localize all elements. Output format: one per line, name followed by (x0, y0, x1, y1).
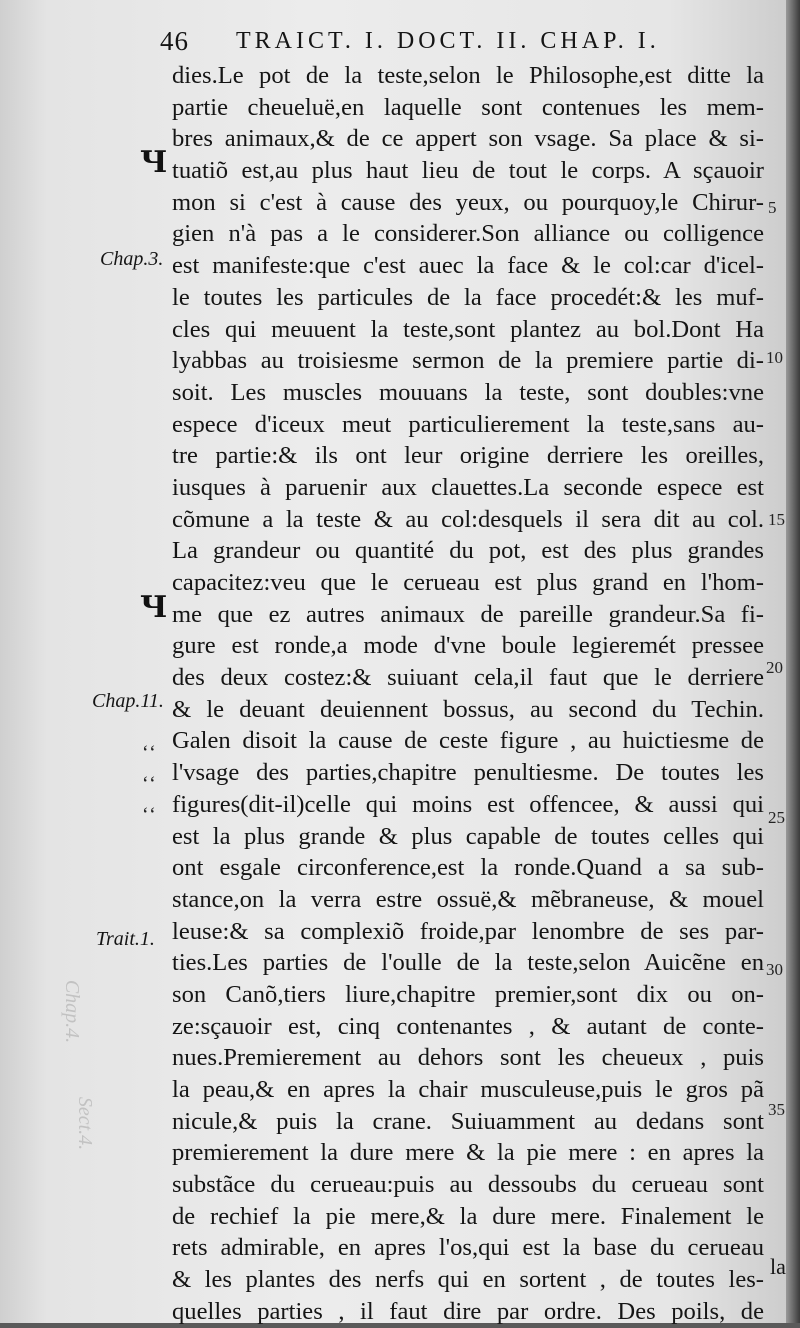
text-line: lyabbas au troisiesme sermon de la premiere partie di- (172, 347, 764, 375)
paragraph-mark-icon: Ч (140, 590, 168, 625)
text-line: soit. Les muscles mouuans la teste, sont doubles:vne (172, 378, 764, 406)
text-line: le toutes les particules de la face procedét:& les muf- (172, 283, 764, 311)
line-number: 30 (766, 960, 783, 979)
text-line: rets admirable, en apres l'os,qui est la base du cerueau (172, 1234, 764, 1262)
text-line: tre partie:& ils ont leur origine derriere les oreilles, (172, 442, 764, 470)
text-line: gien n'à pas a le considerer.Son alliance ou colligence (172, 220, 764, 248)
text-line: capacitez:veu que le cerueau est plus grand en l'hom- (172, 569, 764, 596)
page-header (160, 26, 760, 62)
text-line: nues.Premierement au dehors sont les cheueux , puis (172, 1044, 764, 1072)
text-line: tuatiõ est,au plus haut lieu de tout le corps. A sçauoir (172, 157, 764, 185)
line-number: 15 (768, 510, 785, 529)
text-line: est la plus grande & plus capable de toutes celles qui (172, 822, 764, 850)
text-line: leuse:& sa complexiõ froide,par lenombre de ses par- (172, 917, 764, 945)
book-gutter (786, 0, 800, 1323)
line-number: 25 (768, 808, 785, 827)
text-line: premierement la dure mere & la pie mere : en apres la (172, 1139, 764, 1167)
text-line: gure est ronde,a mode d'vne boule legieremét pressee (172, 632, 764, 660)
margin-note-trait1: Trait.1. (96, 928, 155, 950)
text-line: ties.Les parties de l'oulle de la teste,selon Auicẽne en (172, 949, 764, 977)
bleed-through-text: Sect.4. (74, 1096, 97, 1151)
text-line: ont esgale circonference,est la ronde.Quand a sa sub- (172, 854, 764, 882)
text-line: nicule,& puis la crane. Suiuamment au dedans sont (172, 1107, 764, 1135)
text-line: substãce du cerueau:puis au dessoubs du cerueau sont (172, 1171, 764, 1199)
text-line: est manifeste:que c'est auec la face & le col:car d'icel- (172, 252, 764, 280)
body-text (172, 60, 764, 1328)
text-line: figures(dit-il)celle qui moins est offencee, & aussi qui (172, 790, 764, 818)
quote-mark: ‘‘ (142, 742, 158, 764)
text-line: cõmune a la teste & au col:desquels il sera dit au col. (172, 505, 764, 533)
text-line: bres animaux,& de ce appert son vsage. Sa place & si- (172, 125, 764, 153)
text-line: espece d'iceux meut particulierement la teste,sans au- (172, 410, 764, 438)
text-line: iusques à paruenir aux clauettes.La seconde espece est (172, 473, 764, 501)
text-line: mon si c'est à cause des yeux, ou pourquoy,le Chirur- (172, 188, 764, 216)
line-number: 5 (768, 198, 777, 217)
text-line: partie cheueluë,en laquelle sont contenues les mem- (172, 93, 764, 121)
margin-note-chap3: Chap.3. (100, 248, 164, 270)
line-number: 35 (768, 1100, 785, 1119)
margin-note-chap11: Chap.11. (92, 690, 164, 712)
text-line: cles qui meuuent la teste,sont plantez au bol.Dont Ha (172, 315, 764, 343)
text-line: stance,on la verra estre ossuë,& mẽbraneuse, & mouel (172, 885, 764, 913)
text-line: son Canõ,tiers liure,chapitre premier,sont dix ou on- (172, 980, 764, 1008)
text-line: La grandeur ou quantité du pot, est des plus grandes (172, 537, 764, 565)
line-number: 20 (766, 658, 783, 677)
text-line: & le deuant deuiennent bossus, au second du Techin. (172, 695, 764, 723)
text-line: de rechief la pie mere,& la dure mere. Finalement le (172, 1202, 764, 1230)
running-title: TRAICT. I. DOCT. II. CHAP. I. (236, 28, 660, 54)
catchword: la (770, 1254, 786, 1279)
text-line: me que ez autres animaux de pareille grandeur.Sa fi- (172, 600, 764, 628)
text-line: des deux costez:& suiuant cela,il faut que le derriere (172, 664, 764, 692)
bleed-through-text: Chap.4. (61, 979, 84, 1044)
quote-mark: ‘‘ (142, 804, 158, 826)
text-line: Galen disoit la cause de ceste figure , au huictiesme de (172, 727, 764, 755)
paragraph-mark-icon: Ч (140, 145, 168, 180)
text-line: ze:sçauoir est, cinq contenantes , & autant de conte- (172, 1012, 764, 1040)
text-line: quelles parties , il faut dire par ordre. Des poils, de (172, 1297, 764, 1325)
text-line: l'vsage des parties,chapitre penultiesme. De toutes les (172, 759, 764, 787)
text-line: dies.Le pot de la teste,selon le Philosophe,est ditte la (172, 62, 764, 89)
line-number: 10 (766, 348, 783, 367)
quote-mark: ‘‘ (142, 773, 158, 795)
page-number: 46 (160, 26, 189, 56)
text-line: & les plantes des nerfs qui en sortent , de toutes les- (172, 1266, 764, 1294)
text-line: la peau,& en apres la chair musculeuse,puis le gros pã (172, 1076, 764, 1103)
